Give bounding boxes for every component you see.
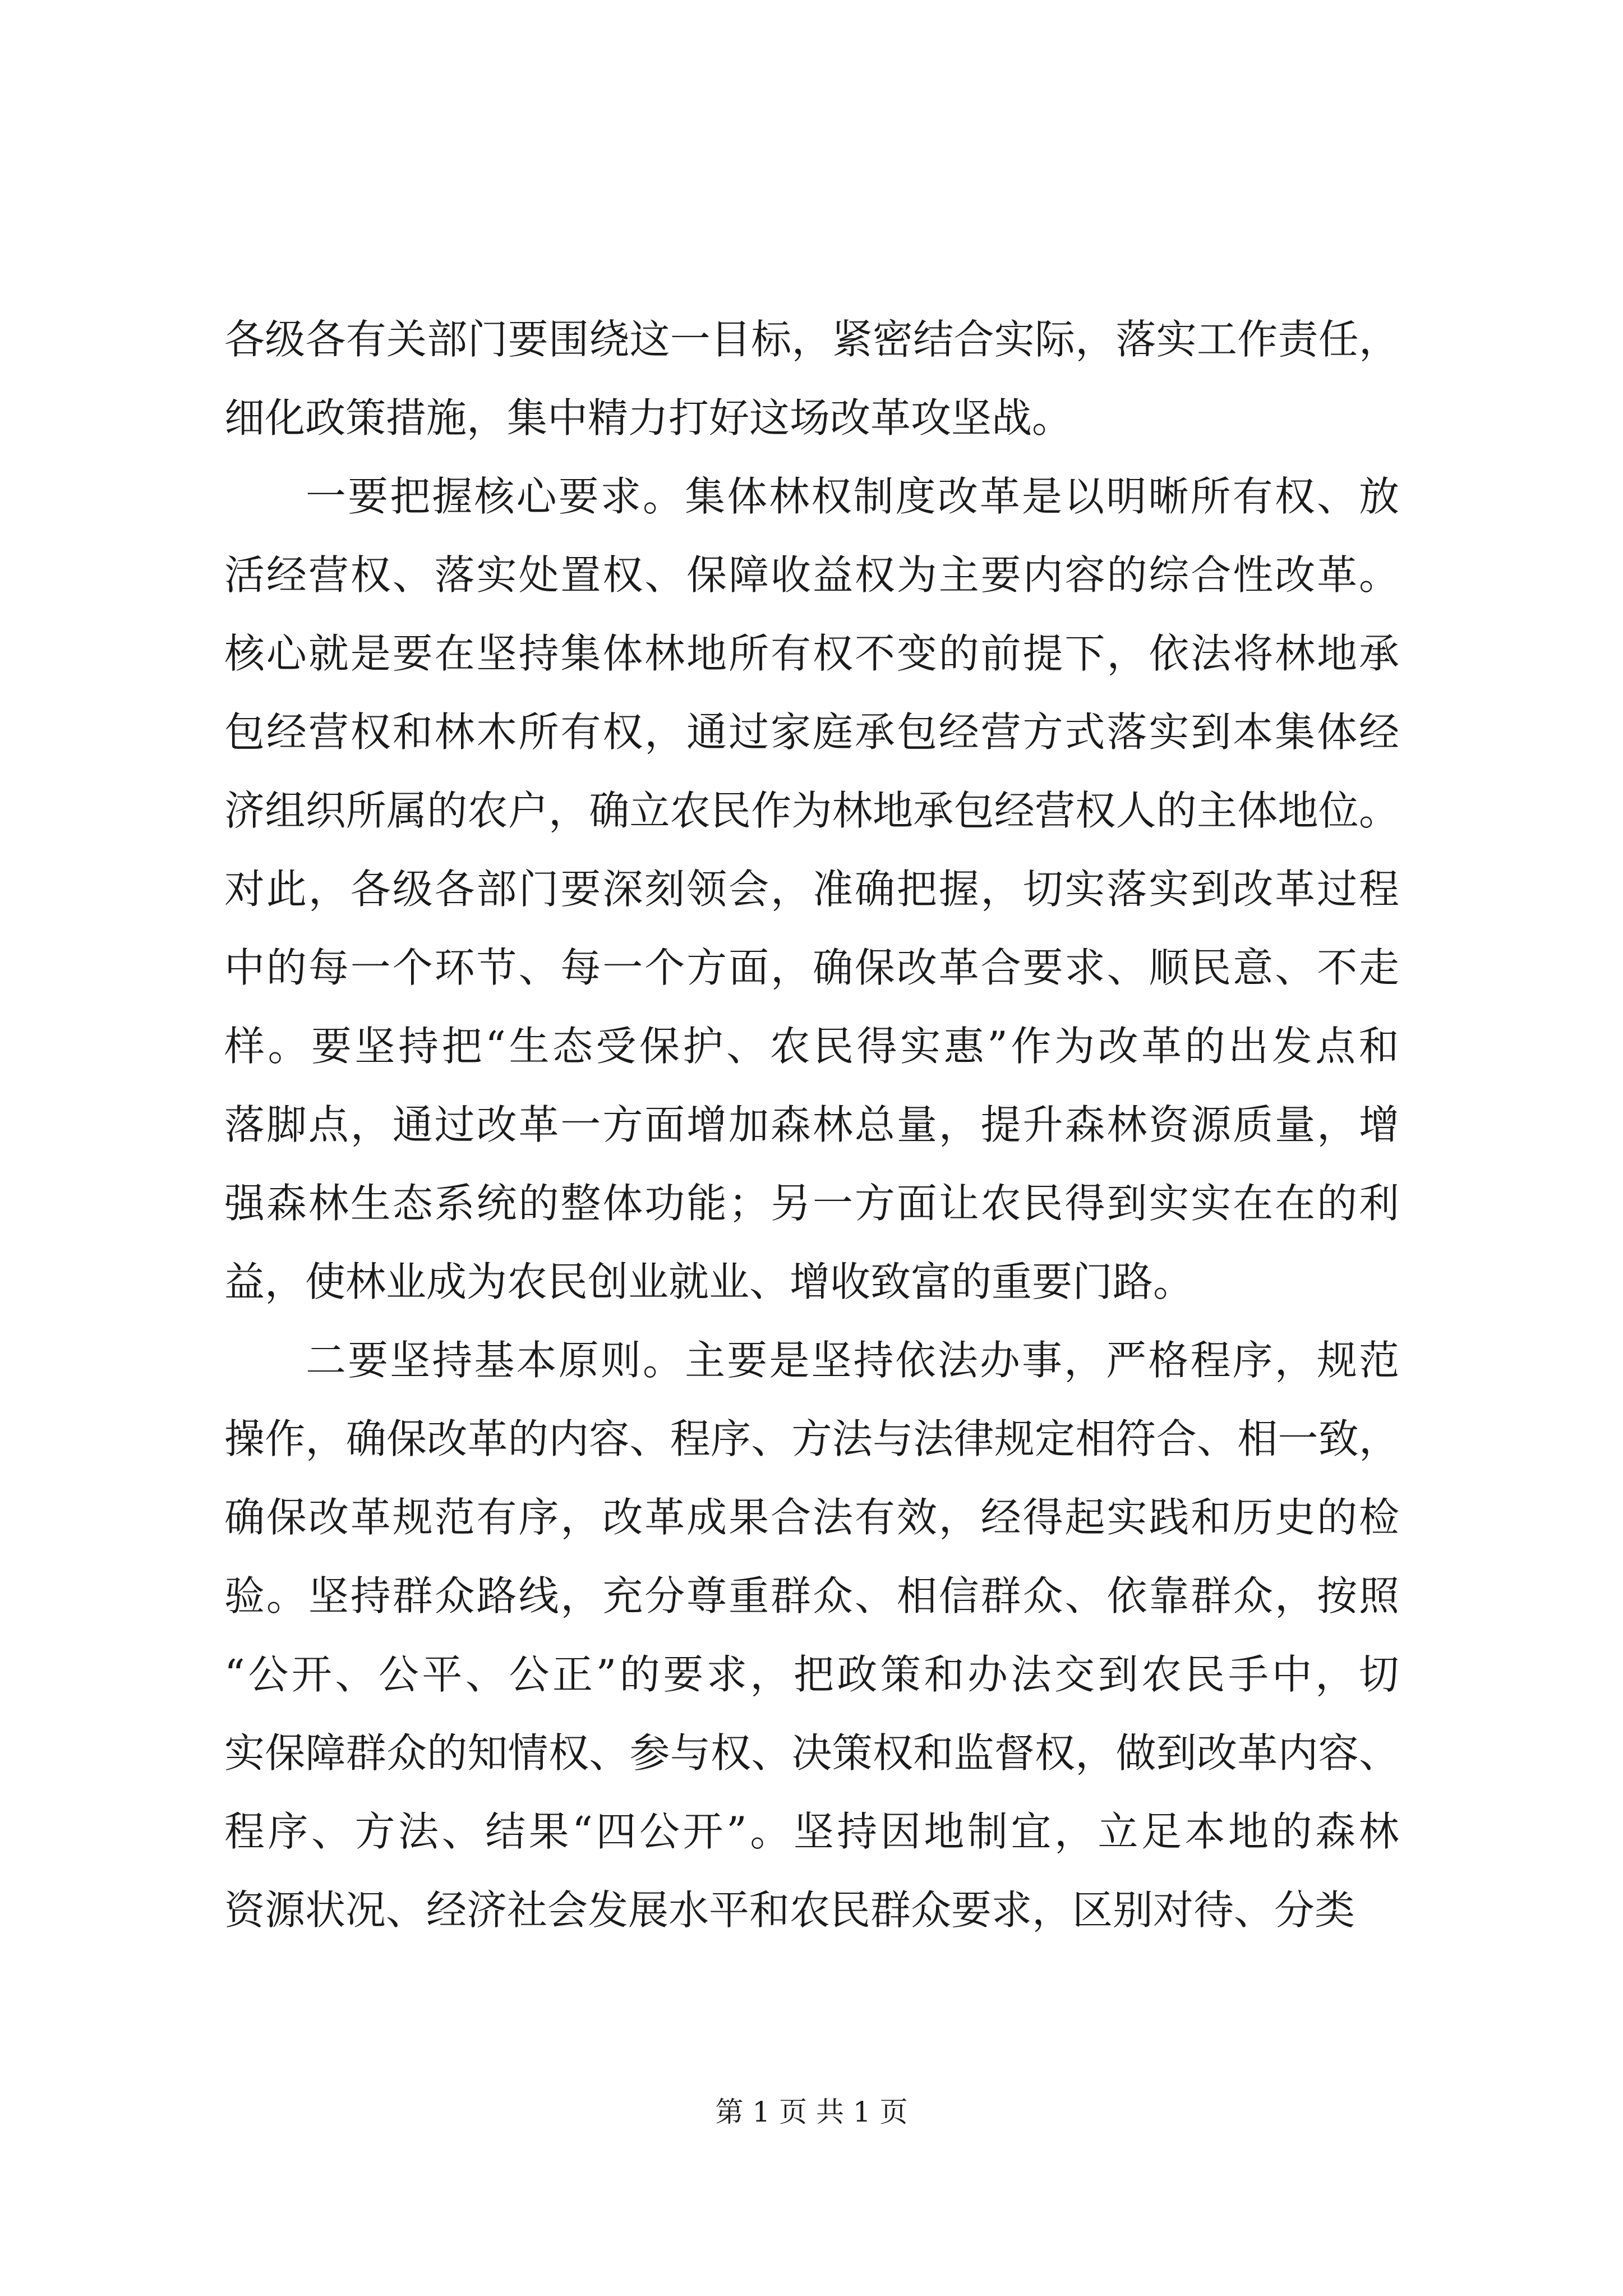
text-line: [0, 1803, 1623, 1860]
text-line: [0, 861, 1623, 917]
text-line: [0, 1725, 1623, 1781]
text-line-content: 实保障群众的知情权、参与权、决策权和监督权，做到改革内容、: [224, 1729, 1400, 1777]
text-line-content: 程序、方法、结果“四公开”。坚持因地制宜，立足本地的森林: [224, 1808, 1403, 1855]
text-line: [0, 1254, 1623, 1310]
text-line: [0, 704, 1623, 760]
text-line-content: 验。坚持群众路线，充分尊重群众、相信群众、依靠群众，按照: [224, 1572, 1401, 1619]
text-line-content: 济组织所属的农户，确立农民作为林地承包经营权人的主体地位。: [224, 787, 1400, 834]
text-line: [0, 940, 1623, 996]
text-line-content: 样。要坚持把“生态受保护、农民得实惠”作为改革的出发点和: [224, 1023, 1403, 1070]
text-line-content: 资源状况、经济社会发展水平和农民群众要求，区别对待、分类: [224, 1887, 1355, 1934]
text-line: [0, 1332, 1623, 1388]
text-line: [0, 1568, 1623, 1624]
text-line-content: 一要把握核心要求。集体林权制度改革是以明晰所有权、放: [306, 473, 1401, 520]
text-line-content: 细化政策措施，集中精力打好这场改革攻坚战。: [224, 394, 1073, 441]
text-line-content: 益，使林业成为农民创业就业、增收致富的重要门路。: [224, 1258, 1194, 1305]
text-line: [0, 783, 1623, 839]
text-line: [0, 468, 1623, 524]
text-line-content: 对此，各级各部门要深刻领会，准确把握，切实落实到改革过程: [224, 866, 1401, 913]
text-line: [0, 1411, 1623, 1467]
text-line: [0, 311, 1623, 367]
text-line: [0, 1097, 1623, 1153]
text-line-content: 活经营权、落实处置权、保障收益权为主要内容的综合性改革。: [224, 551, 1401, 599]
text-line-content: 包经营权和林木所有权，通过家庭承包经营方式落实到本集体经: [224, 708, 1401, 756]
page-footer: 第 1 页 共 1 页: [715, 2096, 908, 2128]
text-line-content: 各级各有关部门要围绕这一目标，紧密结合实际，落实工作责任，: [224, 316, 1400, 363]
text-line-content: 二要坚持基本原则。主要是坚持依法办事，严格程序，规范: [306, 1337, 1401, 1384]
text-line: [0, 1882, 1623, 1938]
text-line-content: 中的每一个环节、每一个方面，确保改革合要求、顺民意、不走: [224, 944, 1401, 991]
text-line-content: 核心就是要在坚持集体林地所有权不变的前提下，依法将林地承: [224, 630, 1401, 677]
text-line: [0, 625, 1623, 682]
text-line: [0, 1646, 1623, 1703]
text-line: [0, 390, 1623, 446]
text-line: [0, 1175, 1623, 1231]
text-line-content: 强森林生态系统的整体功能；另一方面让农民得到实实在在的利: [224, 1180, 1401, 1227]
text-line-content: “公开、公平、公正”的要求，把政策和办法交到农民手中，切: [224, 1651, 1403, 1698]
text-line-content: 落脚点，通过改革一方面增加森林总量，提升森林资源质量，增: [224, 1101, 1401, 1148]
text-line-content: 操作，确保改革的内容、程序、方法与法律规定相符合、相一致，: [224, 1415, 1400, 1462]
text-line: [0, 1018, 1623, 1074]
text-line: [0, 547, 1623, 603]
text-line: [0, 1489, 1623, 1545]
text-line-content: 确保改革规范有序，改革成果合法有效，经得起实践和历史的检: [224, 1494, 1401, 1541]
